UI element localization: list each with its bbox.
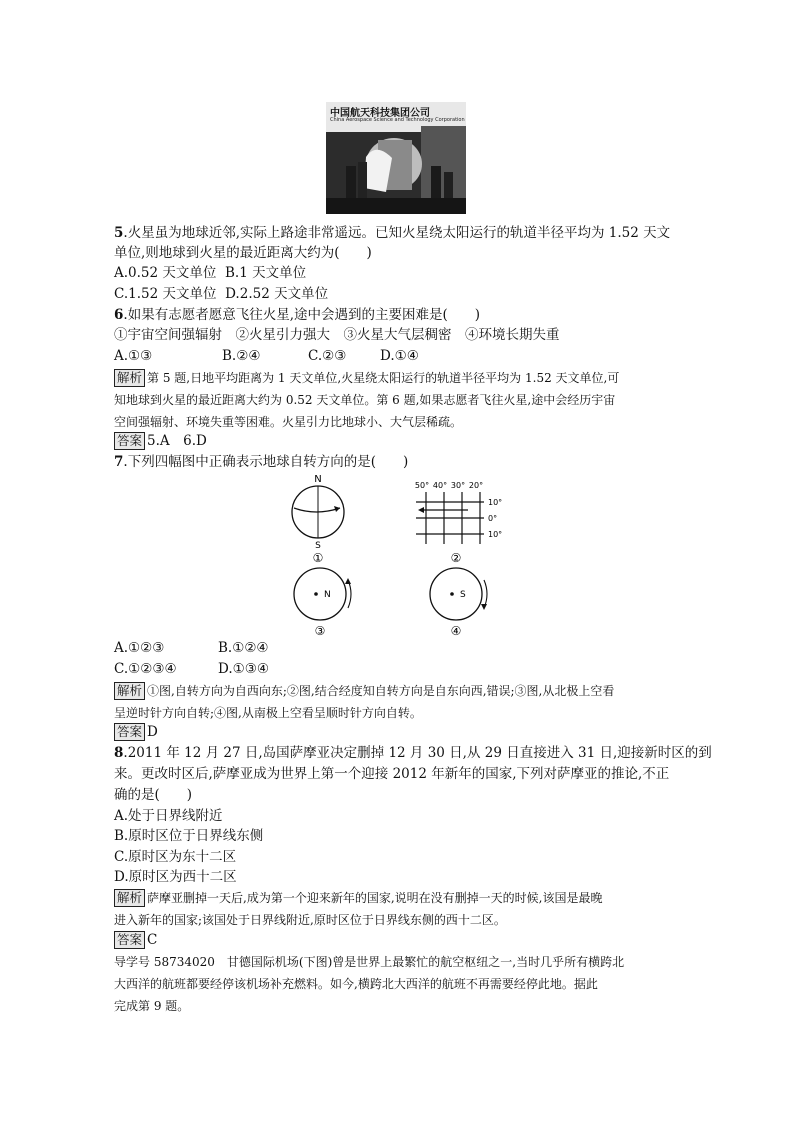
fig4-arrowhead bbox=[481, 604, 487, 610]
q6-stem: .如果有志愿者愿意飞往火星,途中会遇到的主要困难是( ) bbox=[123, 307, 481, 323]
fig4-globe bbox=[430, 568, 482, 620]
fig4-pole-label: S bbox=[460, 590, 466, 600]
answer56 bbox=[114, 431, 207, 451]
q7-option-b: B.①②④ bbox=[218, 640, 269, 656]
q6-line1 bbox=[114, 305, 480, 325]
q8-line2: 来。更改时区后,萨摩亚成为世界上第一个迎接 2012 年新年的国家,下列对萨摩亚的推论,不正 bbox=[114, 766, 670, 782]
q6-items: ①宇宙空间强辐射 ②火星引力强大 ③火星大气层稠密 ④环境长期失重 bbox=[114, 327, 560, 343]
q7-stem: .下列四幅图中正确表示地球自转方向的是( ) bbox=[123, 454, 409, 470]
answer8-text: C bbox=[147, 932, 158, 948]
analysis8-line2: 进入新年的国家;该国处于日界线附近,原时区位于日界线东侧的西十二区。 bbox=[114, 913, 506, 927]
q5-line2: 单位,则地球到火星的最近距离大约为( ) bbox=[114, 245, 372, 261]
analysis56-line2: 知地球到火星的最近距离大约为 0.52 天文单位。第 6 题,如果志愿者飞往火星,途中会经历宇宙 bbox=[114, 393, 616, 407]
figure-4 bbox=[424, 562, 496, 638]
analysis56-line1 bbox=[114, 367, 619, 389]
figure-2 bbox=[412, 478, 514, 564]
q6-option-b: B.②④ bbox=[222, 348, 261, 364]
analysis-tag: 解析 bbox=[114, 369, 145, 387]
analysis7-line1 bbox=[114, 680, 614, 702]
fig4-label: ④ bbox=[450, 624, 462, 638]
q5-option-d: D.2.52 天文单位 bbox=[225, 286, 329, 302]
q8-stem1: .2011 年 12 月 27 日,岛国萨摩亚决定删掉 12 月 30 日,从 29 日直接进入 31 日,迎接新时区的到 bbox=[123, 745, 712, 761]
q5-stem: .火星虽为地球近邻,实际上路途非常遥远。已知火星绕太阳运行的轨道半径平均为 1.52 天文 bbox=[123, 225, 671, 241]
fig2-lon-30: 30° bbox=[450, 481, 466, 490]
q6-option-a: A.①③ bbox=[114, 348, 153, 364]
fig1-south-label: S bbox=[315, 541, 321, 551]
fig3-label: ③ bbox=[314, 624, 326, 638]
fig3-arrowhead bbox=[345, 578, 351, 584]
analysis8-text1: 萨摩亚删掉一天后,成为第一个迎来新年的国家,说明在没有删掉一天的时候,该国是最晚 bbox=[147, 891, 603, 905]
fig3-arrow bbox=[348, 580, 351, 608]
answer-tag: 答案 bbox=[114, 931, 145, 949]
q7-option-d: D.①③④ bbox=[218, 661, 269, 677]
q8-option-b: B.原时区位于日界线东侧 bbox=[114, 828, 264, 844]
answer56-text: 5.A 6.D bbox=[147, 433, 207, 449]
q8-option-d: D.原时区为西十二区 bbox=[114, 869, 237, 885]
q6-option-d: D.①④ bbox=[380, 348, 419, 364]
fig3-globe bbox=[294, 568, 346, 620]
q6-number: 6 bbox=[114, 307, 124, 323]
q8-line1 bbox=[114, 743, 712, 763]
answer-tag: 答案 bbox=[114, 432, 145, 450]
photo-caption-cn: 中国航天科技集团公司 bbox=[330, 108, 430, 119]
fig3-pole-label: N bbox=[324, 590, 331, 600]
photo-caption-en: China Aerospace Science and Technology Corporation bbox=[330, 117, 465, 123]
figure-1 bbox=[286, 472, 350, 564]
fig2-lon-50: 50° bbox=[414, 481, 430, 490]
q5-line1 bbox=[114, 223, 670, 243]
fig1-label: ① bbox=[312, 551, 324, 564]
answer7 bbox=[114, 722, 158, 742]
q8-number: 8 bbox=[114, 745, 124, 761]
guide-line2: 大西洋的航班都要经停该机场补充燃料。如今,横跨北大西洋的航班不再需要经停此地。据此 bbox=[114, 977, 598, 991]
fig1-arrow bbox=[294, 508, 340, 512]
q5-option-b: B.1 天文单位 bbox=[224, 265, 307, 281]
q8-option-a: A.处于日界线附近 bbox=[114, 808, 223, 824]
q7-number: 7 bbox=[114, 454, 124, 470]
fig2-lon-40: 40° bbox=[432, 481, 448, 490]
q7-line1 bbox=[114, 452, 408, 472]
answer-tag: 答案 bbox=[114, 723, 145, 741]
analysis7-text1: ①图,自转方向为自西向东;②图,结合经度知自转方向是自东向西,错误;③图,从北极上空看 bbox=[147, 684, 615, 698]
q8-option-c: C.原时区为东十二区 bbox=[114, 849, 237, 865]
fig2-grid bbox=[416, 492, 484, 544]
fig2-lat-0: 0° bbox=[488, 514, 498, 523]
q6-option-c: C.②③ bbox=[308, 348, 347, 364]
fig1-north-label: N bbox=[314, 474, 322, 485]
q5-options-ab bbox=[114, 263, 306, 283]
q7-options-ab bbox=[114, 638, 269, 658]
fig2-lat-10n: 10° bbox=[488, 498, 503, 507]
answer7-text: D bbox=[147, 724, 158, 740]
fig4-pole-dot bbox=[450, 592, 454, 596]
analysis56-text1: 第 5 题,日地平均距离为 1 天文单位,火星绕太阳运行的轨道半径平均为 1.52 天文单位,可 bbox=[147, 371, 620, 385]
answer8 bbox=[114, 930, 157, 950]
q5-option-a: A.0.52 天文单位 bbox=[114, 265, 217, 281]
fig2-arrowhead bbox=[418, 507, 424, 513]
fig2-lon-20: 20° bbox=[468, 481, 484, 490]
analysis-tag: 解析 bbox=[114, 682, 145, 700]
q7-options-cd bbox=[114, 659, 269, 679]
analysis7-line2: 呈逆时针方向自转;④图,从南极上空看呈顺时针方向自转。 bbox=[114, 706, 422, 720]
analysis8-line1 bbox=[114, 887, 602, 909]
analysis-tag: 解析 bbox=[114, 889, 145, 907]
q5-option-c: C.1.52 天文单位 bbox=[114, 286, 217, 302]
fig3-pole-dot bbox=[314, 592, 318, 596]
satellite-photo bbox=[326, 102, 466, 214]
q5-options-cd bbox=[114, 284, 328, 304]
analysis56-line3: 空间强辐射、环境失重等困难。火星引力比地球小、大气层稀疏。 bbox=[114, 415, 463, 429]
q5-number: 5 bbox=[114, 225, 124, 241]
guide-line3: 完成第 9 题。 bbox=[114, 999, 190, 1013]
fig2-label: ② bbox=[450, 551, 462, 564]
fig4-arrow bbox=[484, 580, 487, 608]
figure-3 bbox=[288, 562, 360, 638]
guide-line1: 导学号 58734020 甘德国际机场(下图)曾是世界上最繁忙的航空枢纽之一,当时几乎所有横跨北 bbox=[114, 955, 625, 969]
q8-line3: 确的是( ) bbox=[114, 787, 193, 803]
q7-option-a: A.①②③ bbox=[114, 640, 165, 656]
q7-option-c: C.①②③④ bbox=[114, 661, 177, 677]
q6-options bbox=[114, 346, 419, 366]
fig2-lat-10s: 10° bbox=[488, 530, 503, 539]
